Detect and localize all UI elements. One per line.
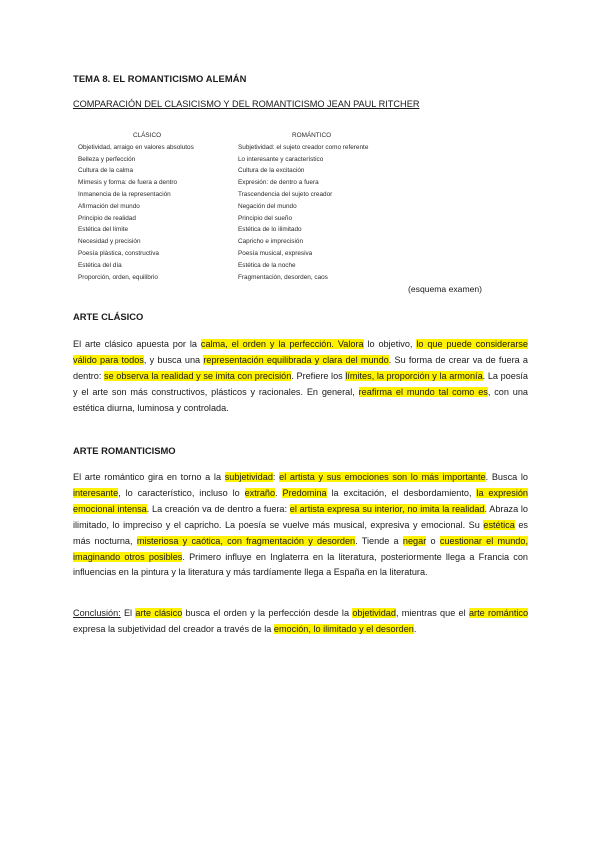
paragraph-romanticismo [73, 470, 528, 581]
comparison-cell-clasico: Cultura de la calma [78, 167, 134, 175]
comparison-cell-clasico: Estética del día [78, 261, 122, 269]
comparison-header [78, 130, 398, 142]
comparison-cell-romantico: Expresión: de dentro a fuera [238, 179, 319, 187]
comparison-row [78, 165, 398, 177]
comparison-cell-clasico: Principio de realidad [78, 214, 136, 222]
text-run: . Busca lo [485, 472, 528, 482]
comparison-row [78, 213, 398, 225]
section-heading-romanticismo: ARTE ROMANTICISMO [73, 445, 176, 456]
text-run: . Tiende a [355, 535, 403, 546]
highlight: arte clásico [135, 608, 183, 618]
text-run: . Primero influye en Inglaterra en la literatura, posteriormente llega a Francia con influencias en la pintura y la literatura y más tardíamente llega a España en la literatura. [73, 551, 528, 578]
conclusion-label: Conclusión: [73, 608, 121, 618]
comparison-cell-clasico: Poesía plástica, constructiva [78, 249, 159, 257]
highlight: objetividad [352, 608, 396, 618]
comparison-row [78, 236, 398, 248]
highlight: calma, el orden y la perfección. Valora [200, 339, 364, 349]
highlight: Predomina [282, 487, 327, 498]
comparison-cell-romantico: Estética de la noche [238, 261, 296, 269]
text-run: El arte clásico apuesta por la [73, 339, 201, 349]
text-run: . Abraza lo ilimitado, lo impreciso y el capricho. La poesía se vuelve más musical, expresiva y emocional. Su [73, 503, 528, 530]
comparison-cell-clasico: Inmanencia de la representación [78, 190, 171, 198]
comparison-cell-romantico: Negación del mundo [238, 202, 297, 210]
comparison-row [78, 142, 398, 154]
highlight: la expresión emocional intensa [73, 487, 528, 514]
text-run: , mientras que el [395, 608, 469, 618]
highlight: misteriosa y caótica, con fragmentación y desorden [136, 535, 356, 546]
highlight: lo que puede considerarse válido para todos [73, 339, 528, 365]
highlight: límites, la proporción y la armonía [345, 370, 483, 381]
highlight: negar [402, 535, 427, 546]
text-run: la excitación, el desbordamiento, [326, 487, 477, 498]
comparison-cell-romantico: Subjetividad: el sujeto creador como referente [238, 143, 369, 151]
text-run: lo objetivo, [363, 339, 417, 349]
highlight: el artista expresa su interior, no imita la realidad [289, 503, 485, 514]
comparison-cell-clasico: Necesidad y precisión [78, 238, 141, 246]
comparison-cell-romantico: Lo interesante y característico [238, 155, 324, 163]
comparison-row [78, 248, 398, 260]
text-run: . Prefiere los [291, 370, 346, 381]
comparison-cell-romantico: Fragmentación, desorden, caos [238, 273, 328, 281]
comparison-cell-romantico: Cultura de la excitación [238, 167, 305, 175]
page-subtitle: COMPARACIÓN DEL CLASICISMO Y DEL ROMANTICISMO JEAN PAUL RITCHER [73, 99, 420, 109]
comparison-cell-romantico: Poesía musical, expresiva [238, 249, 313, 257]
header-romantico: ROMÁNTICO [292, 132, 332, 139]
highlight: subjetividad [224, 472, 273, 482]
highlight: arte romántico [468, 608, 529, 618]
comparison-cell-clasico: Proporción, orden, equilibrio [78, 273, 158, 281]
comparison-rows [78, 142, 398, 284]
text-run: , lo característico, incluso lo [118, 487, 245, 498]
comparison-row [78, 224, 398, 236]
section-heading-clasico: ARTE CLÁSICO [73, 311, 144, 322]
highlight: representación equilibrada y clara del mundo [203, 354, 389, 365]
highlight: interesante [73, 487, 119, 498]
highlight: emoción, lo ilimitado y el desorden [273, 623, 414, 634]
comparison-cell-clasico: Mímesis y forma: de fuera a dentro [78, 179, 178, 187]
text-run: . Su forma de crear va de fuera a dentro: [73, 354, 528, 381]
text-run: . La poesía y el arte son más constructivos, plásticos y racionales. En general, [73, 370, 528, 397]
text-run: expresa la subjetividad del creador a través de la [73, 623, 274, 634]
text-run: es más nocturna, [73, 519, 528, 546]
comparison-cell-romantico: Capricho e imprecisión [238, 238, 303, 246]
comparison-table [78, 130, 398, 283]
comparison-row [78, 272, 398, 284]
comparison-cell-romantico: Estética de lo ilimitado [238, 226, 302, 234]
comparison-cell-romantico: Trascendencia del sujeto creador [238, 190, 333, 198]
comparison-cell-clasico: Objetividad, arraigo en valores absolutos [78, 143, 194, 151]
text-run: . [275, 487, 283, 498]
highlight: reafirma el mundo tal como es [358, 386, 488, 397]
highlight: cuestionar el mundo, imaginando otros posibles [73, 535, 528, 562]
highlight: extraño [244, 487, 276, 498]
text-run: . [413, 623, 417, 634]
exam-note: (esquema examen) [408, 284, 483, 294]
paragraph-clasico [73, 337, 528, 417]
text-run: : [272, 472, 280, 482]
text-run: , y busca una [143, 354, 204, 365]
comparison-cell-clasico: Belleza y perfección [78, 155, 136, 163]
page-title: TEMA 8. EL ROMANTICISMO ALEMÁN [73, 73, 247, 84]
comparison-cell-clasico: Estética del límite [78, 226, 129, 234]
comparison-row [78, 189, 398, 201]
comparison-cell-romantico: Principio del sueño [238, 214, 292, 222]
comparison-row [78, 177, 398, 189]
comparison-row [78, 154, 398, 166]
text-run: El [120, 608, 136, 618]
comparison-row [78, 260, 398, 272]
highlight: se observa la realidad y se imita con precisión [104, 370, 292, 381]
text-run: El arte romántico gira en torno a la [73, 472, 225, 482]
text-run: busca el orden y la perfección desde la [182, 608, 353, 618]
text-run: o [426, 535, 440, 546]
paragraph-conclusion [73, 606, 528, 638]
text-run: , con una estética diurna, luminosa y controlada. [73, 386, 528, 413]
comparison-row [78, 201, 398, 213]
highlight: el artista y sus emociones son lo más importante [279, 472, 486, 482]
text-run: . La creación va de dentro a fuera: [146, 503, 290, 514]
header-clasico: CLÁSICO [133, 132, 162, 139]
highlight: estética [483, 519, 515, 530]
comparison-cell-clasico: Afirmación del mundo [78, 202, 140, 210]
